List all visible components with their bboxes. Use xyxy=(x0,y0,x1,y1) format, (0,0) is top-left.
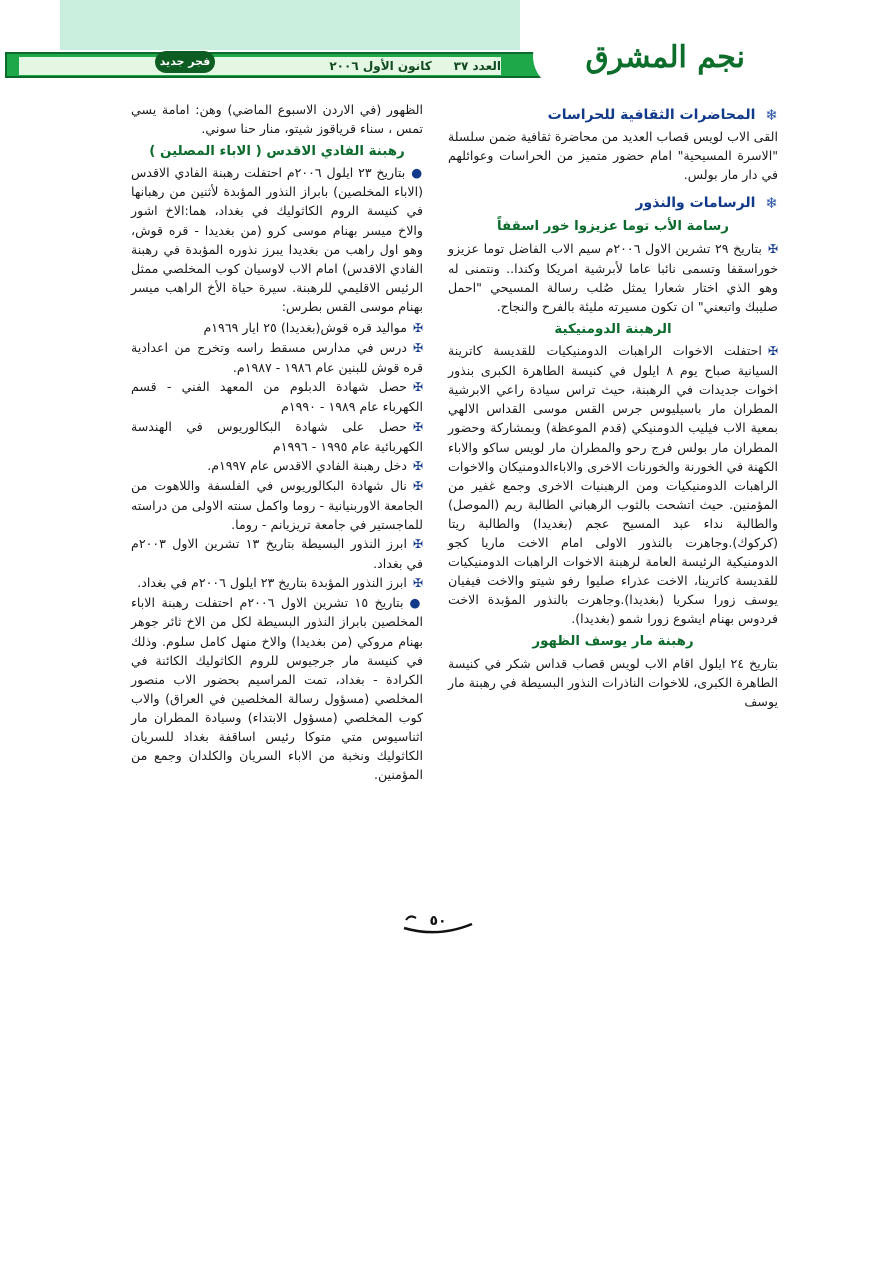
cross-icon: ✠ xyxy=(767,241,778,256)
cross-icon: ✠ xyxy=(767,344,778,359)
list-item-text: درس في مدارس مسقط راسه وتخرج من اعدادية قره قوش للبنين عام ١٩٨٦ - ١٩٨٧م. xyxy=(131,340,423,376)
list-item-text: نال شهادة البكالوريوس في الفلسفة واللاهوت من الجامعة الاوربنيانية - روما واكمل سنته الاولى من دراسته للماجستير في جامعة تريزيانم - روما. xyxy=(131,477,423,532)
bullet-icon: ● xyxy=(409,595,423,611)
cross-icon: ✠ xyxy=(412,576,423,591)
list-item xyxy=(131,456,423,476)
redemptorists-paragraph xyxy=(131,163,423,316)
snowflake-icon: ❄ xyxy=(765,194,778,213)
subtitle-ordination-thomas: رسامة الأب توما عزيزوا خور اسقفاً xyxy=(497,219,729,235)
list-item xyxy=(131,338,423,377)
header-badge: فجر جديد xyxy=(155,51,215,73)
list-item xyxy=(131,573,423,593)
top-tint-band xyxy=(60,0,520,50)
dominican-text: احتفلت الاخوات الراهبات الدومنيكيات للقديسة كاترينة السيانية صباح يوم ٨ ايلول في كنيسة الطاهرة الكبرى بنذور اخوات جديدات في الرهبنة، حيث تراس سيادة راعي الابرشية المطران مار باسيليوس جرس القس موسى القداس الالهي بمعية الاب فيليب الدومنيكي (قدم الموعظة) وبمشاركة وحضور المطران مار بولس فرج رحو والمطران مار لويس ساكو والاباء الكهنة في الخورنة والخورنات الاخرى والاباءالدومنيكان والاخوات الراهبات الدومنيكيات ومن الرهبنيات الاخرى وجمع غفير من المؤمنين. حيث اتشحت بالثوب الرهباني الطالبة ريم (الموصل) والطالبة نداء عبد المسيح عجم (بغديدا) والطالبة ريتا (كركوك).وجاهرت بالنذور الاولى امام الاخت ماريا كجو الدومنيكية الرئيسة العامة لرهبنة الاخوات الراهبات الدومنيكيات للقديسة كاترينا، الاخت عذراء صليوا رفو شيتو والاخت فيفيان يوسف زورا سكريا (بغديدا).وجاهرت بالنذور المؤبدة الاخت فردوس بهنام ايشوع زورا شمو (بغديدا). xyxy=(448,343,778,627)
list-item xyxy=(131,417,423,456)
issue-label: العدد ٣٧ xyxy=(453,59,501,73)
list-item-text: ابرز النذور البسيطة بتاريخ ١٣ تشرين الاول ٢٠٠٣م في بغداد. xyxy=(131,536,423,572)
biography-list xyxy=(131,318,423,593)
list-item-text: مواليد قره قوش(بغديدا) ٢٥ ايار ١٩٦٩م xyxy=(203,320,407,336)
cross-icon: ✠ xyxy=(412,419,423,434)
header-info xyxy=(19,57,501,75)
list-item xyxy=(131,318,423,338)
right-column xyxy=(448,100,778,713)
subtitle-saint-joseph: رهبنة مار يوسف الظهور xyxy=(532,634,694,650)
bullet-icon: ● xyxy=(411,165,423,181)
ordination-paragraph xyxy=(448,239,778,316)
subtitle-dominican: الرهبنة الدومنيكية xyxy=(554,321,672,337)
list-item-text: دخل رهبنة الفادي الاقدس عام ١٩٩٧م. xyxy=(207,457,407,473)
cross-icon: ✠ xyxy=(412,341,423,356)
list-item-text: ابرز النذور المؤبدة بتاريخ ٢٣ ايلول ٢٠٠٦م في بغداد. xyxy=(137,575,407,591)
page-number-ornament xyxy=(400,910,476,936)
masthead-title: نجم المشرق xyxy=(585,40,745,75)
left-column xyxy=(131,100,423,786)
cross-icon: ✠ xyxy=(412,537,424,552)
list-item-text: حصل شهادة الدبلوم من المعهد الفني - قسم الكهرباء عام ١٩٨٩ - ١٩٩٠م xyxy=(131,379,423,415)
list-item xyxy=(131,377,423,416)
section-title-lectures xyxy=(448,106,778,125)
cross-icon: ✠ xyxy=(412,380,423,395)
cross-icon: ✠ xyxy=(412,478,423,493)
cross-icon: ✠ xyxy=(412,458,423,473)
vows-text: بتاريخ ١٥ تشرين الاول ٢٠٠٦م احتفلت رهبنة الاباء المخلصين بابراز النذور البسيطة لكل من الاخ ثائر جوهر بهنام مروكي (من بغديدا) والاخ منهل كامل سلوم. وذلك في كنيسة مار جرجيوس للروم الكاثوليك الكائنة في الكرادة - بغداد، تمت المراسيم بحضور الاب منصور المخلصي (مسؤول رسالة المخلصين في العراق) والاب كوب المخلصي (مسؤول الابتداء) وسيادة المطران مار اثناسيوس متي متوكا رئيس اساقفة بغداد للسريان الكاثوليك ونخبة من الاباء السريان والكلدان وجمع من المؤمنين. xyxy=(131,595,423,783)
left-intro-paragraph: الظهور (في الاردن الاسبوع الماضي) وهن: امامة يسي تمس ، سناء قرياقوز شيتو، منار حنا سوني. xyxy=(131,102,423,137)
section-title-ordinations xyxy=(448,194,778,213)
section-title-text: الرسامات والنذور xyxy=(635,195,756,212)
date-label: كانون الأول ٢٠٠٦ xyxy=(329,59,432,73)
list-item-text: حصل على شهادة البكالوريوس في الهندسة الكهربائية عام ١٩٩٥ - ١٩٩٦م xyxy=(131,418,423,454)
section-title-text: المحاضرات الثقافية للحراسات xyxy=(547,107,756,123)
subtitle-redemptorists: رهبنة الفادي الاقدس ( الاباء المصلين ) xyxy=(149,144,405,160)
cross-icon: ✠ xyxy=(412,321,423,336)
redemptorists-text: بتاريخ ٢٣ ايلول ٢٠٠٦م احتفلت رهبنة الفادي الاقدس (الاباء المخلصين) بابراز النذور المؤبدة لأثنين من رهبانها في كنيسة الروم الكاثوليك في بغداد، هما:الاخ اشور والاخ ميسر بهنام موسى كرو (من بغديدا - قره قوش، وهو اول راهب من بغديدا يبرز نذوره المؤبدة في رهبنة الفادي الاقدس) امام الاب لاوسيان كوب المخلصي ممثل الرئيس الاقليمي للرهبنة. سيرة حياة الأخ الراهب ميسر بهنام موسى القس بطرس: xyxy=(131,165,423,314)
lectures-paragraph: القى الاب لويس قصاب العديد من محاضرة ثقافية ضمن سلسلة "الاسرة المسيحية" امام حضور متميز من الحراسات وعوائلهم في دار مار بولس. xyxy=(448,129,778,183)
list-item xyxy=(131,476,423,534)
dominican-paragraph xyxy=(448,341,778,628)
list-item xyxy=(131,534,423,573)
ordination-text: بتاريخ ٢٩ تشرين الاول ٢٠٠٦م سيم الاب الفاضل توما عزيزو خوراسقفا وتسمى نائبا عاما لأبرشية امريكا وكندا.. ونتمنى له وهو الذي اختار شعارا يمثل صُلب رسالة المسيحي "احمل صليبك واتبعني" ان تكون مسيرته مليئة بالفرح والنجاح. xyxy=(448,240,778,314)
vows-paragraph xyxy=(131,593,423,784)
page-number: ٥٠ xyxy=(429,913,447,929)
masthead xyxy=(533,22,763,90)
snowflake-icon: ❄ xyxy=(765,106,778,124)
saint-joseph-paragraph: بتاريخ ٢٤ ايلول اقام الاب لويس قصاب قداس شكر في كنيسة الطاهرة الكبرى، للاخوات الناذرات النذور البسيطة في رهبنة مار يوسف xyxy=(448,655,778,709)
